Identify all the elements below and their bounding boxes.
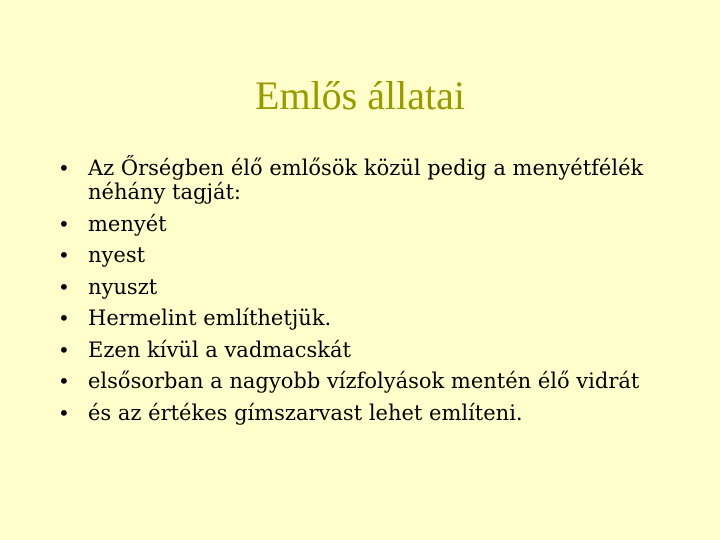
bullet-item <box>56 306 686 330</box>
bullet-icon: • <box>58 400 70 425</box>
bullet-text: Az Őrségben élő emlősök közül pedig a menyétfélék néhány tagját: <box>88 156 644 204</box>
bullet-text: Hermelint említhetjük. <box>88 306 332 330</box>
bullet-text: és az értékes gímszarvast lehet említeni. <box>88 400 523 425</box>
bullet-item <box>56 212 686 236</box>
bullet-text: nyest <box>88 243 146 267</box>
bullet-icon: • <box>58 337 70 362</box>
bullet-item <box>56 401 686 425</box>
bullet-item <box>56 369 686 393</box>
bullet-text: menyét <box>88 211 167 236</box>
bullet-item <box>56 275 686 299</box>
bullet-list <box>56 156 686 432</box>
bullet-item <box>56 243 686 267</box>
bullet-icon: • <box>58 156 70 180</box>
bullet-icon: • <box>58 369 70 393</box>
slide-title: Emlős állatai <box>255 73 465 118</box>
bullet-icon: • <box>58 243 70 267</box>
bullet-text: Ezen kívül a vadmacskát <box>88 337 351 362</box>
bullet-icon: • <box>58 211 70 236</box>
bullet-item <box>56 338 686 362</box>
bullet-icon: • <box>58 306 70 330</box>
bullet-text: nyuszt <box>88 274 158 299</box>
bullet-item <box>56 156 686 204</box>
bullet-text: elsősorban a nagyobb vízfolyások mentén élő vidrát <box>88 369 640 393</box>
bullet-icon: • <box>58 274 70 299</box>
